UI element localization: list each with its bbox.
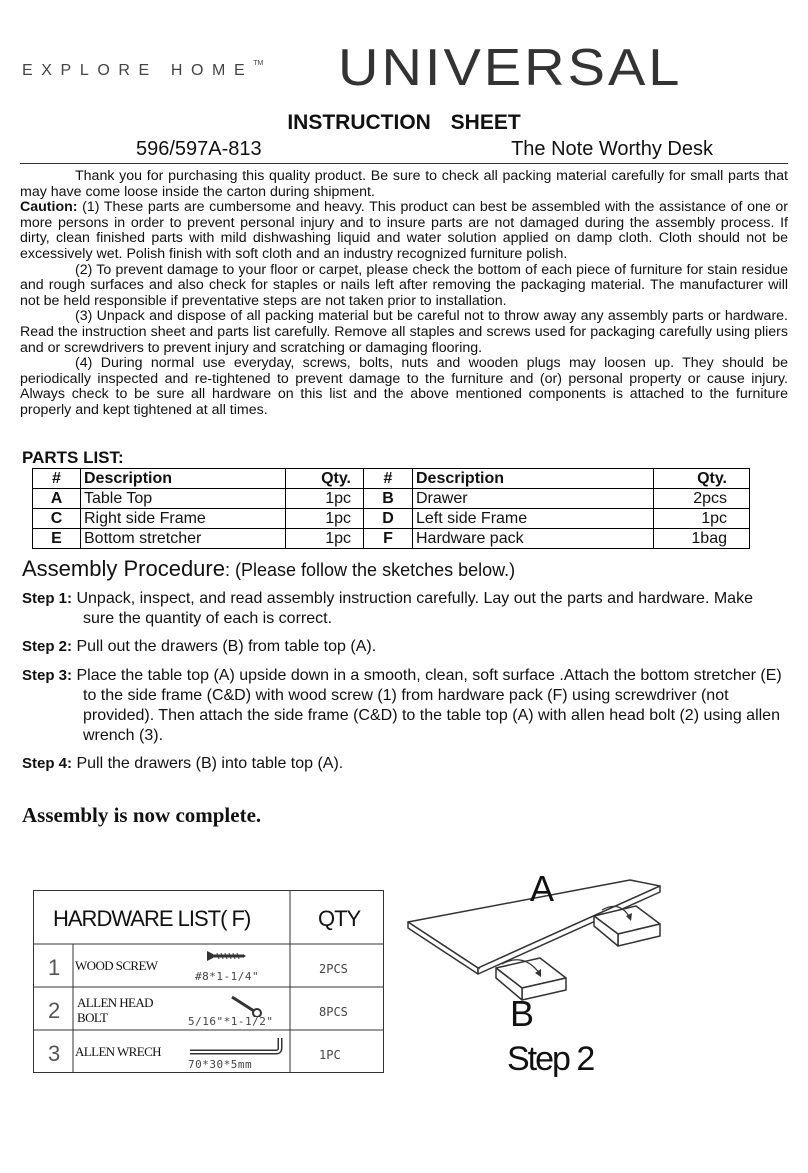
part-desc: Hardware pack xyxy=(413,529,654,549)
col-header: Description xyxy=(81,469,286,489)
part-desc: Table Top xyxy=(81,489,286,509)
hardware-num: 1 xyxy=(48,955,61,980)
step-3 xyxy=(22,666,782,746)
col-header: Qty. xyxy=(654,469,750,489)
parts-table xyxy=(32,468,750,549)
label-a: A xyxy=(530,868,555,909)
hardware-qty: 1PC xyxy=(319,1048,341,1062)
brand-explore-home xyxy=(22,62,263,80)
assembly-subheading: : (Please follow the sketches below.) xyxy=(224,560,516,580)
table-header-row xyxy=(33,469,750,489)
hardware-name-line: BOLT xyxy=(77,1010,108,1025)
step-text: Pull out the drawers (B) from table top (A). xyxy=(72,638,377,655)
header-divider xyxy=(20,163,788,164)
step-text: Unpack, inspect, and read assembly instruction carefully. Lay out the parts and hardware. Make sure the quantity of each is correct. xyxy=(72,590,753,627)
step-4 xyxy=(22,754,782,774)
product-code: 596/597A-813 xyxy=(136,138,262,160)
table-row xyxy=(33,509,750,529)
step-label: Step 3: xyxy=(22,667,73,684)
hardware-qty-header: QTY xyxy=(318,906,361,931)
caution-text: (1) These parts are cumbersome and heavy. This product can best be assembled with the assistance of one or more persons in order to prevent personal injury and to insure parts are not damaged during the assembly process. If dirty, clean finished parts with mild dishwashing liquid and water solution applied on damp cloth. Cloth should not be excessively wet. Polish finish with soft cloth and an industry recognized furniture polish. xyxy=(20,199,788,262)
part-id: B xyxy=(364,489,413,509)
step-label: Step 1: xyxy=(22,590,73,607)
hardware-qty: 2PCS xyxy=(319,962,348,976)
step-2 xyxy=(22,637,782,657)
step2-caption: Step 2 xyxy=(507,1040,594,1078)
step-text: Pull the drawers (B) into table top (A). xyxy=(72,755,344,772)
part-qty: 1pc xyxy=(286,489,364,509)
hardware-name xyxy=(77,995,153,1025)
part-qty: 1pc xyxy=(286,529,364,549)
part-qty: 1pc xyxy=(654,509,750,529)
assembly-heading xyxy=(22,556,515,582)
part-desc: Drawer xyxy=(413,489,654,509)
step-text: Place the table top (A) upside down in a smooth, clean, soft surface .Attach the bottom stretcher (E) to the side frame (C&D) with wood screw (1) from hardware pack (F) using screwdriver (not provided). Then attach the side frame (C&D) to the table top (A) with allen head bolt (2) using allen wrench (3). xyxy=(72,667,782,744)
hardware-name: ALLEN WRECH xyxy=(75,1044,161,1059)
part-desc: Left side Frame xyxy=(413,509,654,529)
part-id: F xyxy=(364,529,413,549)
parts-list-title: PARTS LIST: xyxy=(22,448,124,467)
hardware-spec: #8*1-1/4" xyxy=(195,970,260,983)
part-id: E xyxy=(33,529,81,549)
part-qty: 1bag xyxy=(654,529,750,549)
hardware-list-title: HARDWARE LIST( F) xyxy=(53,906,251,931)
assembly-complete-note: Assembly is now complete. xyxy=(22,803,262,827)
wood-screw-icon xyxy=(205,948,247,964)
product-name: The Note Worthy Desk xyxy=(511,138,713,160)
table-row xyxy=(33,489,750,509)
part-id: A xyxy=(33,489,81,509)
brand-left-text: EXPLORE HOME xyxy=(22,62,254,79)
intro-text xyxy=(20,169,788,419)
part-desc: Bottom stretcher xyxy=(81,529,286,549)
part-qty: 1pc xyxy=(286,509,364,529)
assembly-heading-text: Assembly Procedure xyxy=(22,556,225,581)
trademark-mark: TM xyxy=(253,60,264,67)
col-header: # xyxy=(33,469,81,489)
caution-paragraph xyxy=(20,200,788,262)
hardware-num: 3 xyxy=(48,1041,61,1066)
page-title: INSTRUCTION SHEET xyxy=(287,111,521,134)
part-desc: Right side Frame xyxy=(81,509,286,529)
hardware-spec: 70*30*5mm xyxy=(188,1058,253,1071)
step-label: Step 4: xyxy=(22,755,73,772)
col-header: Qty. xyxy=(286,469,364,489)
part-id: C xyxy=(33,509,81,529)
hardware-name-line: ALLEN HEAD xyxy=(77,995,153,1010)
col-header: # xyxy=(364,469,413,489)
caution-label: Caution: xyxy=(20,199,78,216)
part-qty: 2pcs xyxy=(654,489,750,509)
hardware-num: 2 xyxy=(48,998,61,1023)
hardware-spec: 5/16"*1-1/2" xyxy=(188,1015,274,1028)
allen-bolt-icon xyxy=(228,993,264,1017)
note-paragraph-4: (4) During normal use everyday, screws, bolts, nuts and wooden plugs may loosen up. They should be periodically inspected and re-tightened to prevent damage to the furniture and (or) personal property or cause injury. Always check to be sure all hardware on this list and the above mentioned components is attached to the furniture properly and kept tightened at all times. xyxy=(20,355,788,418)
hardware-name: WOOD SCREW xyxy=(75,958,158,973)
table-row xyxy=(33,529,750,549)
step-1 xyxy=(22,589,782,629)
note-paragraph-2: (2) To prevent damage to your floor or carpet, please check the bottom of each piece of furniture for stain residue and rough surfaces and also check for staples or nails left after removing the packaging material. The manufacturer will not be held responsible if preventative steps are not taken prior to installation. xyxy=(20,261,788,309)
part-id: D xyxy=(364,509,413,529)
col-header: Description xyxy=(413,469,654,489)
hardware-qty: 8PCS xyxy=(319,1005,348,1019)
label-b: B xyxy=(510,993,535,1034)
intro-paragraph: Thank you for purchasing this quality product. Be sure to check all packing material carefully for small parts that may have come loose inside the carton during shipment. xyxy=(20,168,788,200)
step-label: Step 2: xyxy=(22,638,73,655)
allen-wrench-icon xyxy=(188,1036,286,1060)
brand-universal-logo: UNIVERSAL xyxy=(338,38,683,97)
note-paragraph-3: (3) Unpack and dispose of all packing material but be careful not to throw away any assembly parts or hardware. Read the instruction sheet and parts list carefully. Remove all staples and screws used for packaging carefully using pliers and or screwdrivers to prevent injury and scratching or damaging flooring. xyxy=(20,308,788,356)
